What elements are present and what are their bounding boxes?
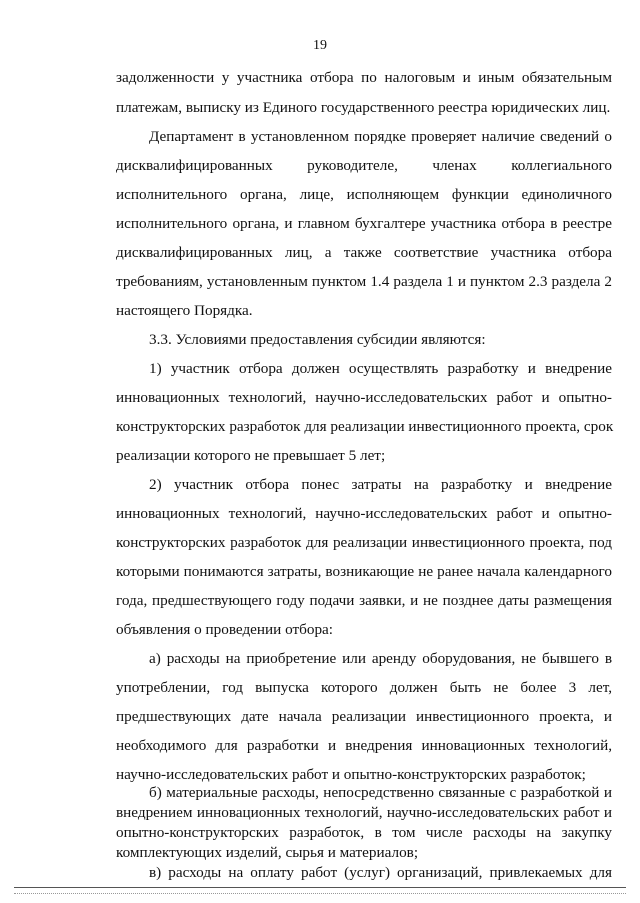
text-line: конструкторских разработок для реализации инвестиционного проекта, срок [116,418,614,435]
text-line: 1) участник отбора должен осуществлять разработку и внедрение [149,360,612,377]
text-line: реализации которого не превышает 5 лет; [116,447,386,464]
text-line: предшествующих дате начала реализации инвестиционного проекта, и [116,708,612,725]
page-edge-rule [14,887,626,888]
text-line: дисквалифицированных лиц, а также соответствие участника отбора [116,244,612,261]
text-line: комплектующих изделий, сырья и материалов; [116,844,419,861]
text-line: объявления о проведении отбора: [116,621,333,638]
text-line: года, предшествующего году подачи заявки, и не позднее даты размещения [116,592,612,609]
text-line: задолженности у участника отбора по налоговым и иным обязательным [116,69,612,86]
text-line: платежам, выписку из Единого государственного реестра юридических лиц. [116,99,611,116]
text-line: внедрением инновационных технологий, научно-исследовательских работ и [116,804,612,821]
text-line: конструкторских разработок для реализации инвестиционного проекта, под [116,534,612,551]
text-line: б) материальные расходы, непосредственно связанные с разработкой и [149,784,612,801]
text-line: а) расходы на приобретение или аренду оборудования, не бывшего в [149,650,612,667]
text-line: инновационных технологий, научно-исследовательских работ и опытно- [116,505,612,522]
text-line: требованиям, установленным пунктом 1.4 раздела 1 и пунктом 2.3 раздела 2 [116,273,612,290]
text-line: 3.3. Условиями предоставления субсидии являются: [149,331,486,348]
text-line: исполнительного органа, лице, исполняющем функции единоличного [116,186,612,203]
text-line: Департамент в установленном порядке проверяет наличие сведений о [149,128,612,145]
text-line: в) расходы на оплату работ (услуг) организаций, привлекаемых для [149,864,612,881]
text-line: исполнительного органа, и главном бухгалтере участника отбора в реестре [116,215,612,232]
text-line: необходимого для разработки и внедрения инновационных технологий, [116,737,612,754]
page-edge-rule [14,893,626,894]
text-line: инновационных технологий, научно-исследовательских работ и опытно- [116,389,612,406]
text-line: дисквалифицированных руководителе, членах коллегиального [116,157,612,174]
text-line: настоящего Порядка. [116,302,253,319]
text-line: опытно-конструкторских разработок, в том числе расходы на закупку [116,824,612,841]
page-number: 19 [313,38,327,53]
text-line: которыми понимаются затраты, возникающие не ранее начала календарного [116,563,612,580]
text-line: научно-исследовательских работ и опытно-конструкторских разработок; [116,766,586,783]
text-line: 2) участник отбора понес затраты на разработку и внедрение [149,476,612,493]
text-line: употреблении, год выпуска которого должен быть не более 3 лет, [116,679,612,696]
